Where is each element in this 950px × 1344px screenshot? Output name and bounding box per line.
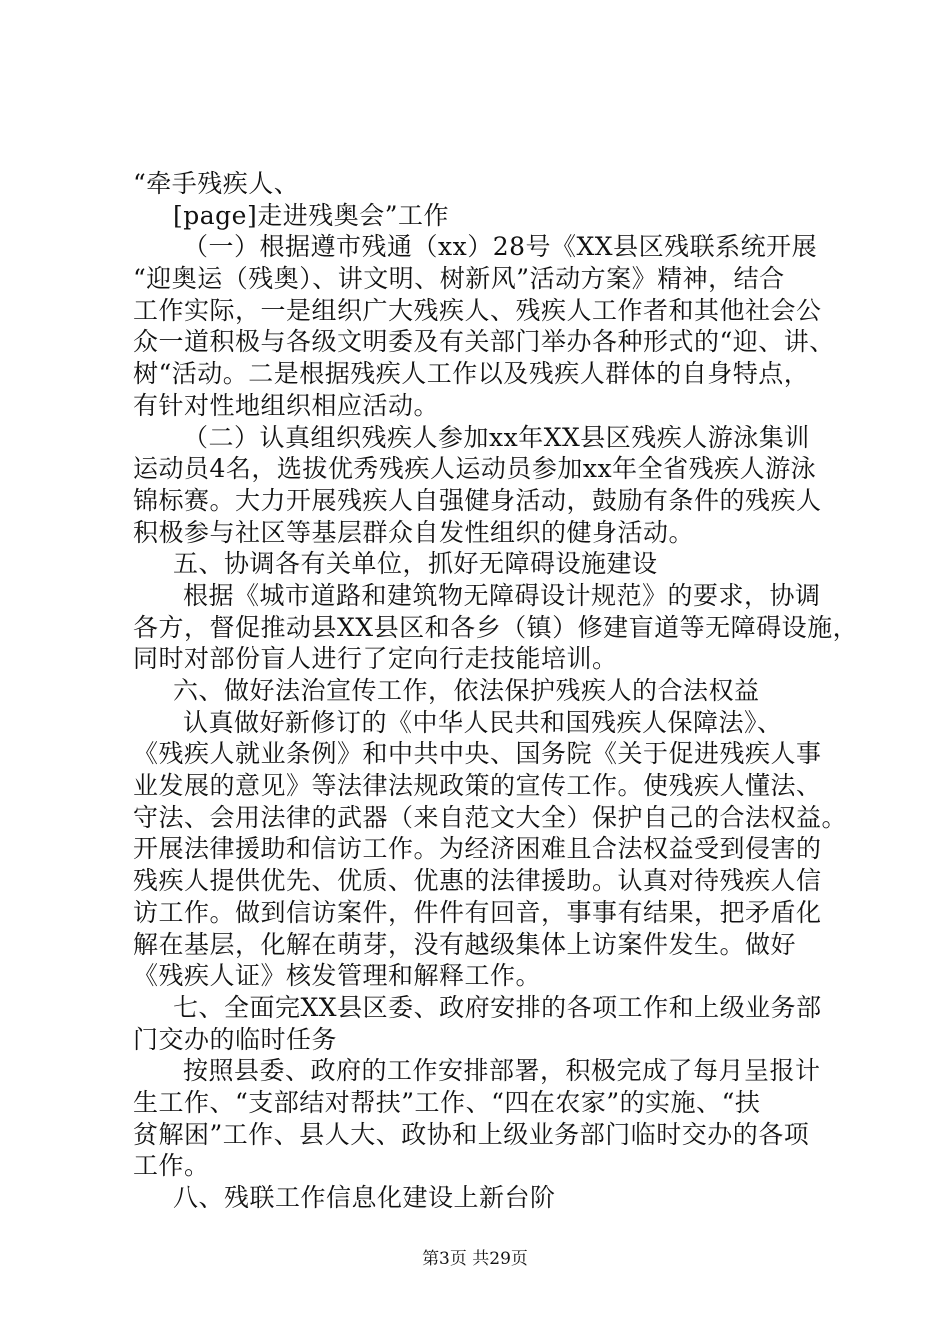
text-line: 《残疾人证》核发管理和解释工作。 [133,961,542,991]
text-line: 访工作。做到信访案件，件件有回音，事事有结果，把矛盾化 [133,897,822,927]
text-line: 工作。 [133,1151,210,1181]
text-line: 残疾人提供优先、优质、优惠的法律援助。认真对待残疾人信 [133,866,822,896]
text-line: 工作实际，一是组织广大残疾人、残疾人工作者和其他社会公 [133,295,822,325]
document-body [133,168,859,1214]
section-heading: 五、协调各有关单位，抓好无障碍设施建设 [173,549,658,579]
text-line: 有针对性地组织相应活动。 [133,390,440,420]
text-line: 同时对部份盲人进行了定向行走技能培训。 [133,644,618,674]
text-line: 根据《城市道路和建筑物无障碍设计规范》的要求，协调 [183,580,821,610]
text-line: 树“活动。二是根据残疾人工作以及残疾人群体的自身特点， [133,359,810,389]
text-line: 贫解困”工作、县人大、政协和上级业务部门临时交办的各项 [133,1119,810,1149]
text-line: [page]走进残奥会”工作 [173,200,449,230]
text-line: 锦标赛。大力开展残疾人自强健身活动，鼓励有条件的残疾人 [133,485,822,515]
text-line: 生工作、“支部结对帮扶”工作、“四在农家”的实施、“扶 [133,1087,761,1117]
section-heading: 七、全面完XX县区委、政府安排的各项工作和上级业务部 [173,992,822,1022]
text-line: 运动员4名，选拔优秀残疾人运动员参加xx年全省残疾人游泳 [133,454,817,484]
text-line: 众一道积极与各级文明委及有关部门举办各种形式的“迎、讲、 [133,327,835,357]
text-line: 守法、会用法律的武器（来自范文大全）保护自己的合法权益。 [133,802,848,832]
page-number-footer: 第3页 共29页 [422,1249,528,1269]
text-line: 解在基层，化解在萌芽，没有越级集体上访案件发生。做好 [133,929,797,959]
text-line: 各方，督促推动县XX县区和各乡（镇）修建盲道等无障碍设施， [133,612,859,642]
text-line: 业发展的意见》等法律法规政策的宣传工作。使残疾人懂法、 [133,771,822,801]
section-heading: 六、做好法治宣传工作，依法保护残疾人的合法权益 [173,676,760,705]
text-line: 认真做好新修订的《中华人民共和国残疾人保障法》、 [183,707,783,737]
text-line: 按照县委、政府的工作安排部署，积极完成了每月呈报计 [183,1056,821,1086]
text-line: （一）根据遵市残通（xx）28号《XX县区残联系统开展 [183,232,818,262]
text-line: （二）认真组织残疾人参加xx年XX县区残疾人游泳集训 [183,422,810,452]
section-heading: 八、残联工作信息化建设上新台阶 [173,1183,556,1212]
text-line: “迎奥运（残奥）、讲文明、树新风”活动方案》精神，结合 [133,264,785,294]
text-line: 开展法律援助和信访工作。为经济困难且合法权益受到侵害的 [133,834,822,864]
text-line: 门交办的临时任务 [133,1024,338,1054]
text-line: 《残疾人就业条例》和中共中央、国务院《关于促进残疾人事 [133,739,822,769]
text-line: “牵手残疾人、 [133,169,300,198]
text-line: 积极参与社区等基层群众自发性组织的健身活动。 [133,517,695,547]
